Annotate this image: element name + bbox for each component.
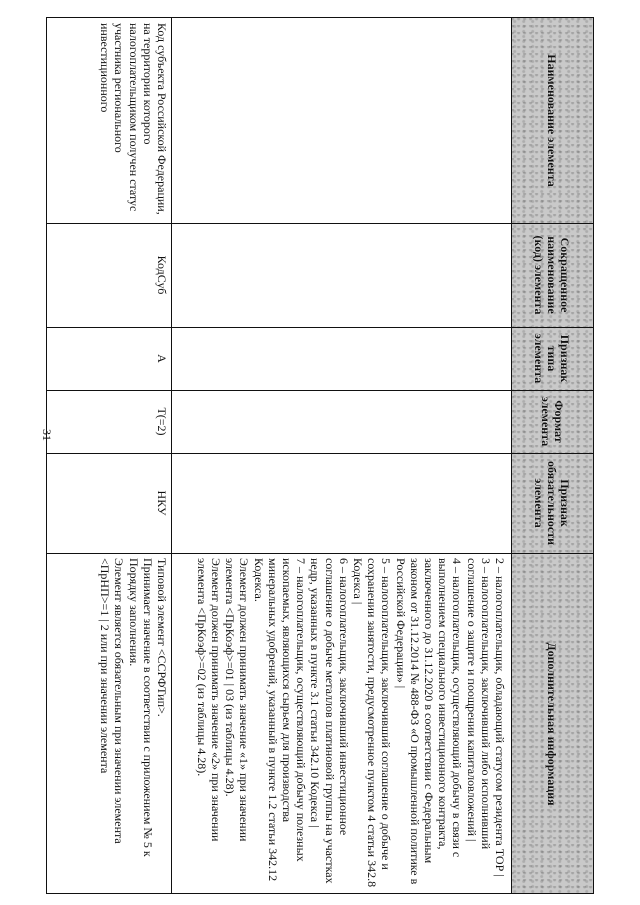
info-line: 2 – налогоплательщик, обладающий статусом резидента ТОР | [493,558,507,877]
header-format: Формат элемента [539,396,566,447]
header-short-name: Сокращенное наименование (код) элемента [532,235,573,315]
page-number: 31 [40,429,54,441]
info-line: Элемент должен принимать значение «2» при значении элемента <ПрКоэф>=02 (из таблицы 4.28). [194,558,223,842]
header-name: Наименование элемента [545,54,560,187]
elements-table [46,17,594,894]
column-divider [47,327,593,328]
column-divider [47,223,593,224]
cell-type-flag: А [155,354,169,363]
header-extra-info: Дополнительная информация [545,642,560,806]
column-divider [47,453,593,454]
cell-required-flag: НКУ [155,490,169,516]
info-line: Элемент должен принимать значение «1» при значении элемента <ПрКоэф>=01 | 03 (из таблицы 4.28). [223,558,252,842]
info-line: 5 – налогоплательщик, заключивший соглашение о добыче и сохранении занятости, предусмотренное пунктом 4 статьи 342.8 Кодекса | [350,558,394,888]
table-header [511,18,593,893]
cell-element-name: Код субъекта Российской Федерации, на территории которого налогоплательщиком получен статус участника регионального инвестиционного [98,23,169,215]
info-line: Принимает значение в соответствии с приложением № 5 к Порядку заполнения. [126,558,155,857]
cell-extra-info [45,553,171,895]
info-line: Типовой элемент <ССРФТип>. [155,558,169,717]
cell-short-name: КодСуб [155,255,169,295]
info-line: Элемент является обязательным при значении элемента <ПрНП>=1 | 2 или при значении элемента [98,558,127,844]
info-line: 4 – налогоплательщик, осуществляющий добычу в связи с выполнением специального инвестиционного контракта, заключенного до 31.12.2020 в соответствии с Федеральным законом от 31.12.2014 № 488-ФЗ «О промышленной политике в Российской Федерации» | [393,558,465,885]
info-line: 7 – налогоплательщик, осуществляющий добычу полезных ископаемых, являющихся сырьем для производства минеральных удобрений, указанный в пункте 1.2 статьи 342.12 Кодекса. [251,558,309,882]
column-divider [47,390,593,391]
info-line: 6 – налогоплательщик, заключивший инвестиционное соглашение о добыче металлов платиновой группы на участках недр, указанных в пункте 3.1 статьи 342.10 Кодекса | [308,558,351,884]
cell-format: T(=2) [155,407,169,436]
info-line: 3 – налогоплательщик, заключивший либо исполнивший соглашение о защите и поощрении капиталовложений | [464,558,493,850]
header-required-flag: Признак обязательности элемента [532,460,573,546]
table-row-extra-info [172,553,509,895]
header-type-flag: Признак типа элемента [532,333,573,384]
